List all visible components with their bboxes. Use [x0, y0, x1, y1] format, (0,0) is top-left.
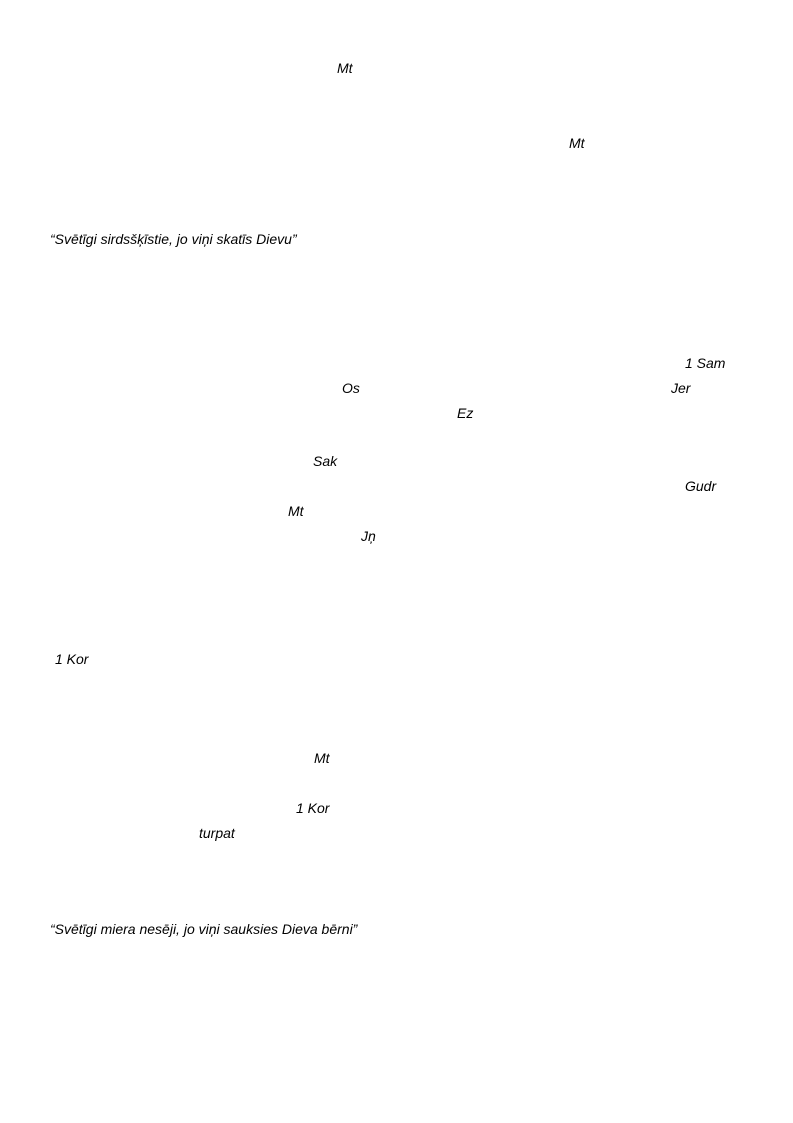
- beatitude-quote-peacemakers: “Svētīgi miera nesēji, jo viņi sauksies Dieva bērni”: [50, 921, 358, 937]
- reference-1-kor: 1 Kor: [296, 800, 330, 816]
- reference-1-sam: 1 Sam: [685, 355, 726, 371]
- reference-jer: Jer: [671, 380, 691, 396]
- reference-turpat: turpat: [199, 825, 235, 841]
- reference-mt: Mt: [569, 135, 585, 151]
- reference-mt: Mt: [337, 60, 353, 76]
- reference-mt: Mt: [288, 503, 304, 519]
- reference-mt: Mt: [314, 750, 330, 766]
- reference-ez: Ez: [457, 405, 474, 421]
- reference-sak: Sak: [313, 453, 338, 469]
- beatitude-quote-pure-in-heart: “Svētīgi sirdsšķīstie, jo viņi skatīs Dievu”: [50, 231, 297, 247]
- reference-1-kor: 1 Kor: [55, 651, 89, 667]
- reference-gudr: Gudr: [685, 478, 717, 494]
- reference-os: Os: [342, 380, 360, 396]
- reference-jn: Jņ: [361, 528, 376, 544]
